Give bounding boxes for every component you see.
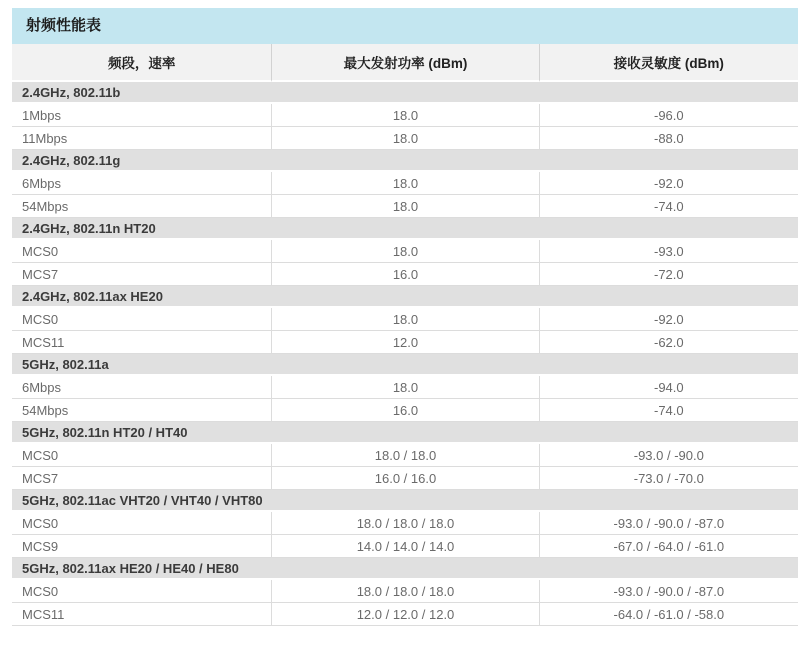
rx-sensitivity-cell: -94.0 [539,376,798,399]
table-body [12,82,798,626]
tx-power-cell: 18.0 [271,104,538,127]
header-row [12,44,798,82]
tx-power-cell: 18.0 [271,308,538,331]
data-row [12,467,798,490]
tx-power-cell: 18.0 [271,127,538,150]
data-row [12,240,798,263]
tx-power-cell: 18.0 / 18.0 / 18.0 [271,580,538,603]
section-label: 5GHz, 802.11n HT20 / HT40 [12,422,798,444]
data-row [12,172,798,195]
table-header [12,44,798,82]
rate-cell: 6Mbps [12,172,271,195]
table-title: 射频性能表 [12,8,798,44]
tx-power-cell: 14.0 / 14.0 / 14.0 [271,535,538,558]
section-row [12,490,798,512]
rx-sensitivity-cell: -88.0 [539,127,798,150]
rate-cell: 1Mbps [12,104,271,127]
column-header-0: 频段，速率 [12,44,271,82]
data-row [12,444,798,467]
section-label: 5GHz, 802.11ax HE20 / HE40 / HE80 [12,558,798,580]
tx-power-cell: 18.0 / 18.0 / 18.0 [271,512,538,535]
data-row [12,376,798,399]
tx-power-cell: 18.0 [271,195,538,218]
data-row [12,308,798,331]
data-row [12,331,798,354]
rate-cell: MCS0 [12,308,271,331]
data-row [12,127,798,150]
rate-cell: MCS0 [12,512,271,535]
rf-performance-table [12,8,798,626]
rate-cell: MCS7 [12,467,271,490]
rate-cell: MCS0 [12,240,271,263]
section-label: 2.4GHz, 802.11g [12,150,798,172]
data-row [12,603,798,626]
section-row [12,286,798,308]
rate-cell: 6Mbps [12,376,271,399]
rx-sensitivity-cell: -67.0 / -64.0 / -61.0 [539,535,798,558]
rx-sensitivity-cell: -92.0 [539,308,798,331]
rx-sensitivity-cell: -93.0 / -90.0 / -87.0 [539,512,798,535]
rate-cell: MCS7 [12,263,271,286]
rx-sensitivity-cell: -93.0 [539,240,798,263]
data-row [12,580,798,603]
data-row [12,104,798,127]
rate-cell: 54Mbps [12,399,271,422]
rx-sensitivity-cell: -62.0 [539,331,798,354]
tx-power-cell: 16.0 [271,399,538,422]
section-row [12,558,798,580]
data-row [12,512,798,535]
tx-power-cell: 18.0 [271,376,538,399]
rx-sensitivity-cell: -93.0 / -90.0 [539,444,798,467]
column-header-1: 最大发射功率 (dBm) [271,44,538,82]
section-row [12,150,798,172]
section-row [12,82,798,104]
data-row [12,195,798,218]
data-row [12,535,798,558]
rate-cell: MCS0 [12,580,271,603]
rx-sensitivity-cell: -96.0 [539,104,798,127]
rx-sensitivity-cell: -74.0 [539,399,798,422]
spec-table [12,44,798,626]
section-row [12,422,798,444]
rate-cell: 54Mbps [12,195,271,218]
rx-sensitivity-cell: -72.0 [539,263,798,286]
data-row [12,263,798,286]
rx-sensitivity-cell: -73.0 / -70.0 [539,467,798,490]
section-row [12,354,798,376]
section-label: 2.4GHz, 802.11n HT20 [12,218,798,240]
tx-power-cell: 18.0 [271,240,538,263]
tx-power-cell: 12.0 / 12.0 / 12.0 [271,603,538,626]
rate-cell: 11Mbps [12,127,271,150]
rate-cell: MCS11 [12,331,271,354]
section-label: 2.4GHz, 802.11ax HE20 [12,286,798,308]
section-row [12,218,798,240]
rx-sensitivity-cell: -64.0 / -61.0 / -58.0 [539,603,798,626]
tx-power-cell: 16.0 [271,263,538,286]
tx-power-cell: 18.0 [271,172,538,195]
rate-cell: MCS0 [12,444,271,467]
tx-power-cell: 12.0 [271,331,538,354]
section-label: 5GHz, 802.11a [12,354,798,376]
rate-cell: MCS11 [12,603,271,626]
rx-sensitivity-cell: -92.0 [539,172,798,195]
tx-power-cell: 18.0 / 18.0 [271,444,538,467]
rx-sensitivity-cell: -74.0 [539,195,798,218]
section-label: 2.4GHz, 802.11b [12,82,798,104]
column-header-2: 接收灵敏度 (dBm) [539,44,798,82]
rx-sensitivity-cell: -93.0 / -90.0 / -87.0 [539,580,798,603]
rate-cell: MCS9 [12,535,271,558]
data-row [12,399,798,422]
tx-power-cell: 16.0 / 16.0 [271,467,538,490]
section-label: 5GHz, 802.11ac VHT20 / VHT40 / VHT80 [12,490,798,512]
